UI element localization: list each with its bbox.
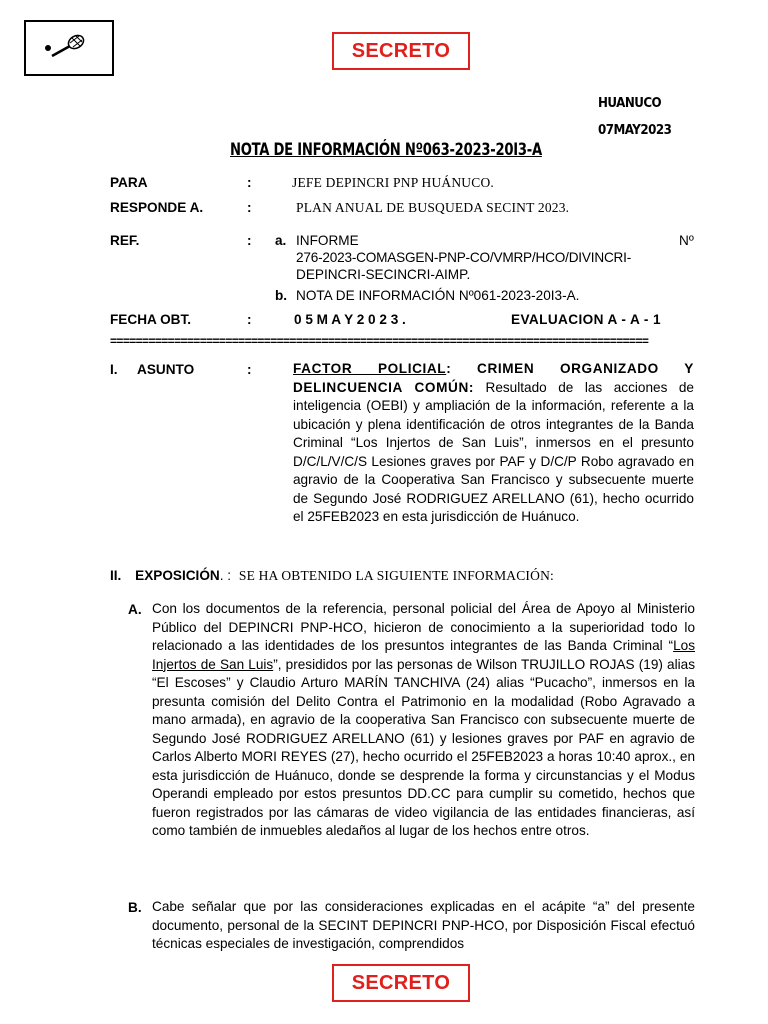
ref-a-line2: 276-2023-COMASGEN-PNP-CO/VMRP/HCO/DIVINCRI- [296, 250, 632, 265]
asunto-colon: : [247, 362, 252, 377]
emblem-icon [26, 22, 112, 74]
exposicion-number: II. [110, 568, 122, 583]
item-a-underlined: Los Injertos de San Luis [152, 638, 695, 672]
asunto-label: ASUNTO [137, 362, 195, 377]
responde-colon: : [247, 200, 252, 215]
exposicion-intro: SE HA OBTENIDO LA SIGUIENTE INFORMACIÓN: [238, 568, 554, 583]
fecha-colon: : [247, 312, 252, 327]
document-title: NOTA DE INFORMACIÓN Nº063-2023-20I3-A [230, 140, 542, 160]
item-a-marker: A. [128, 602, 142, 617]
item-a-text [152, 600, 695, 841]
exposicion-suffix: . : [219, 568, 232, 583]
exposicion-label: EXPOSICIÓN [135, 568, 220, 583]
item-b-text: Cabe señalar que por las consideraciones explicadas en el acápite “a” del presente documento, personal de la SECINT DEPINCRI PNP-HCO, por Disposición Fiscal efectuó técnicas especiales de investigación, comprendidos [152, 899, 695, 951]
para-colon: : [247, 175, 252, 190]
asunto-body: Resultado de las acciones de inteligencia (OEBI) y ampliación de la información, referente a la ubicación y plena identificación de otros integrantes de la Banda Criminal “Los Injertos de San Luis”, inmersos en el presunto D/C/L/V/C/S Lesiones graves por PAF y D/C/P Robo agravado en agravio de la Cooperativa San Francisco y subsecuente muerte de Segundo José RODRIGUEZ ARELLANO (61), hecho ocurrido el 25FEB2023 en esta jurisdicción de Huánuco. [293, 379, 694, 524]
header-city: HUANUCO [598, 95, 662, 111]
ref-a-line3: DEPINCRI-SECINCRI-AIMP. [296, 267, 471, 282]
asunto-number: I. [110, 362, 118, 377]
ref-a-marker: a. [275, 233, 287, 248]
exposicion-heading [110, 568, 554, 584]
ref-colon: : [247, 233, 252, 248]
item-a-after: ”, presididos por las personas de Wilson TRUJILLO ROJAS (19) alias “El Escoses” y Claudio Arturo MARÍN TANCHIVA (24) alias “Pucacho”, inmersos en la presunta comisión del Delito Contra el Patrimonio en la modalidad (Robo Agravado a mano armada), en agravio de la cooperativa San Francisco con subsecuente muerte de Segundo José RODRIGUEZ ARELLANO (61) y lesiones graves por PAF en agravio de Carlos Alberto MORI REYES (27), hecho ocurrido el 25FEB2023 a horas 10:40 aprox., en esta jurisdicción de Huánuco, donde se desprende la forma y circunstancias y el Modus Operandi empleado por estos presuntos DD.CC para cumplir su cometido, hechos que fueron registrados por las cámaras de video vigilancia de las entidades financieras, así como también de inmuebles aledaños al lugar de los hechos entre otros. [152, 656, 695, 838]
secret-stamp-top: SECRETO [332, 32, 470, 70]
para-label: PARA [110, 175, 148, 190]
ref-label: REF. [110, 233, 140, 248]
ref-a-line1-right: Nº [679, 233, 694, 248]
asunto-text [293, 360, 694, 527]
asunto-bold-rest: : CRIMEN ORGANIZADO Y DELINCUENCIA COMÚN: [293, 361, 694, 395]
item-b-marker: B. [128, 900, 142, 915]
header-date: 07MAY2023 [598, 122, 672, 138]
ref-b-marker: b. [275, 288, 288, 303]
fecha-value: 0 5 M A Y 2 0 2 3 . [294, 312, 406, 327]
responde-value: PLAN ANUAL DE BUSQUEDA SECINT 2023. [296, 200, 570, 215]
item-a-before: Con los documentos de la referencia, personal policial del Área de Apoyo al Ministerio Público del DEPINCRI PNP-HCO, hicieron de conocimiento a la superioridad todo lo relacionado a las identidades de los presuntos integrantes de las Banda Criminal “ [152, 601, 695, 653]
separator-line: ==================================================================================== [110, 334, 649, 348]
responde-label: RESPONDE A. [110, 200, 204, 215]
ref-b-value: NOTA DE INFORMACIÓN Nº061-2023-20I3-A. [296, 288, 580, 303]
para-value: JEFE DEPINCRI PNP HUÁNUCO. [292, 175, 494, 190]
emblem-box [24, 20, 114, 76]
secret-stamp-bottom: SECRETO [332, 964, 470, 1002]
asunto-factor: FACTOR POLICIAL [293, 361, 447, 376]
ref-a-line1-left: INFORME [296, 233, 359, 248]
evaluacion-value: EVALUACION A - A - 1 [511, 312, 661, 327]
fecha-label: FECHA OBT. [110, 312, 192, 327]
